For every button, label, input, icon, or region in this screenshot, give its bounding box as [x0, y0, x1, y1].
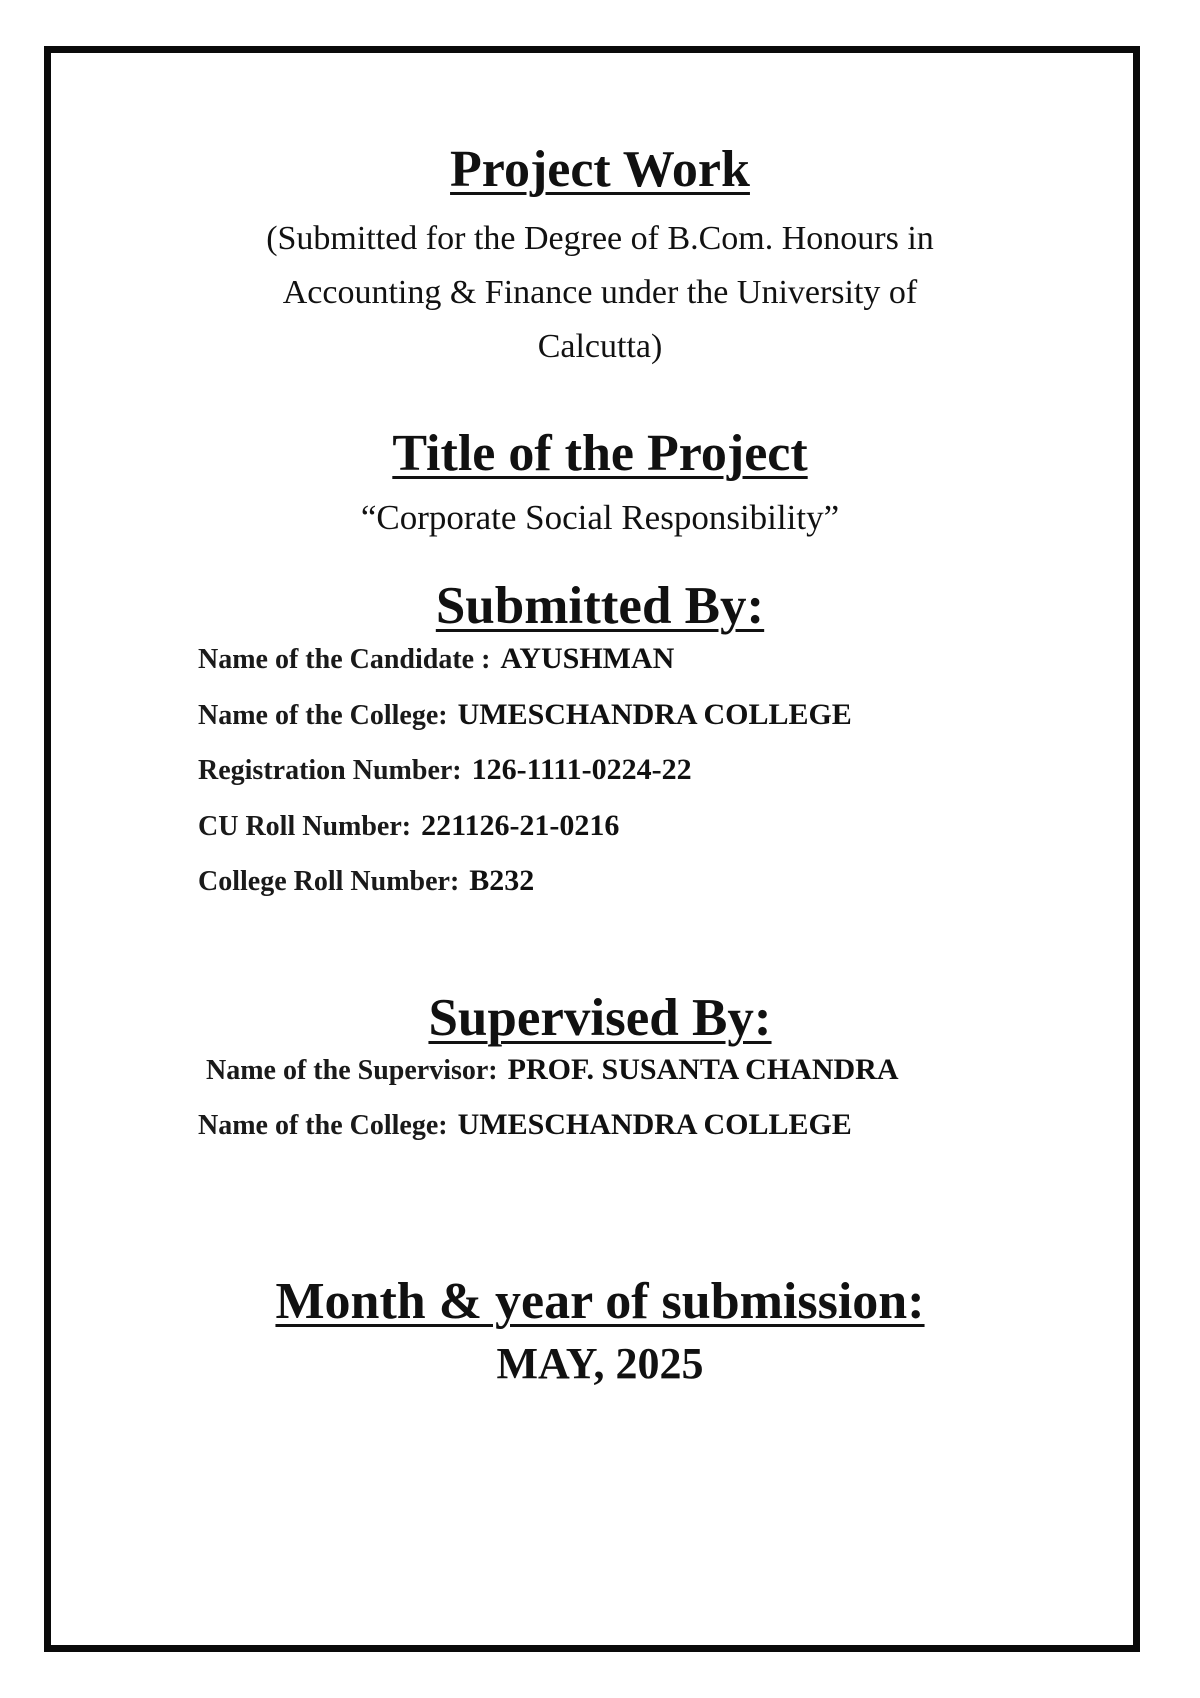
registration-number-field [198, 753, 692, 787]
candidate-name-value: AYUSHMAN [500, 642, 675, 675]
candidate-name-field [198, 642, 674, 676]
degree-statement-line-1: (Submitted for the Degree of B.Com. Honours in [266, 220, 934, 257]
candidate-college-label: Name of the College: [198, 700, 448, 731]
supervisor-name-value: PROF. SUSANTA CHANDRA [507, 1053, 899, 1086]
cu-roll-number-field [198, 809, 619, 843]
supervisor-name-field [206, 1053, 899, 1087]
project-title: “Corporate Social Responsibility” [360, 498, 840, 537]
degree-statement-line-3: Calcutta) [537, 328, 663, 365]
candidate-college-field [198, 698, 852, 732]
college-roll-number-field [198, 864, 534, 898]
submission-date: MAY, 2025 [496, 1339, 704, 1388]
submission-date-heading: Month & year of submission: [275, 1273, 925, 1330]
supervisor-name-label: Name of the Supervisor: [206, 1055, 498, 1086]
college-roll-number-label: College Roll Number: [198, 866, 460, 897]
project-title-heading: Title of the Project [392, 425, 808, 482]
degree-statement-line-2: Accounting & Finance under the University of [282, 274, 918, 311]
supervisor-college-label: Name of the College: [198, 1110, 448, 1141]
cu-roll-number-value: 221126-21-0216 [421, 809, 620, 842]
supervised-by-heading: Supervised By: [428, 989, 772, 1047]
degree-statement [180, 212, 1020, 374]
cu-roll-number-label: CU Roll Number: [198, 811, 412, 842]
supervisor-college-value: UMESCHANDRA COLLEGE [457, 1108, 852, 1141]
page-title: Project Work [450, 141, 750, 198]
registration-number-value: 126-1111-0224-22 [471, 753, 692, 786]
candidate-college-value: UMESCHANDRA COLLEGE [457, 698, 852, 731]
college-roll-number-value: B232 [469, 864, 535, 897]
registration-number-label: Registration Number: [198, 755, 462, 786]
supervisor-college-field [198, 1108, 852, 1142]
candidate-name-label: Name of the Candidate : [198, 644, 491, 675]
submitted-by-heading: Submitted By: [435, 577, 765, 635]
